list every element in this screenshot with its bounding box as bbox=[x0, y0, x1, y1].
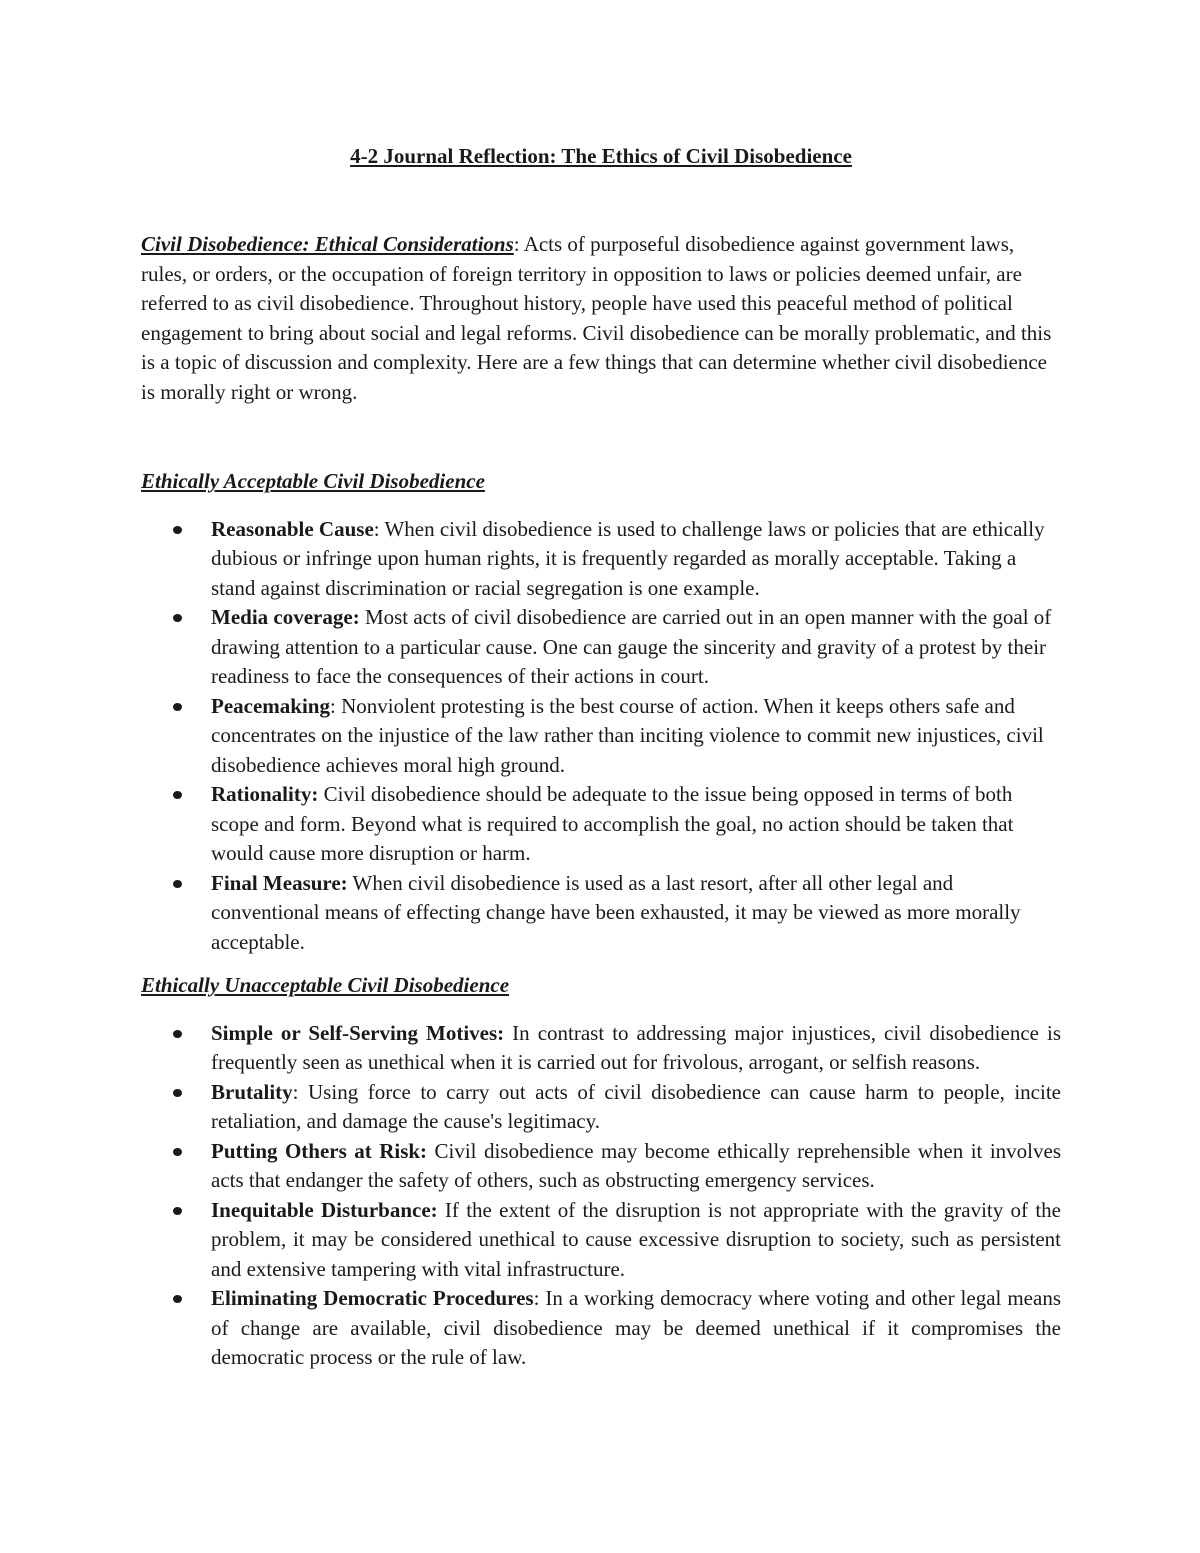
item-term: Inequitable Disturbance: bbox=[211, 1197, 438, 1222]
item-term: Media coverage: bbox=[211, 605, 360, 629]
item-text: When civil disobedience is used as a last resort, after all other legal and conventional means of effecting change have been exhausted, it may be viewed as more morally acceptable. bbox=[211, 870, 1021, 954]
item-text: In contrast to addressing major injustices, civil disobedience is frequently seen as unethical when it is carried out for frivolous, arrogant, or selfish reasons. bbox=[211, 1020, 1061, 1074]
item-text: Most acts of civil disobedience are carried out in an open manner with the goal of drawing attention to a particular cause. One can gauge the sincerity and gravity of a protest by their readiness to face the consequences of their actions in court. bbox=[211, 605, 1052, 688]
bullet-icon bbox=[173, 703, 182, 711]
intro-text: : Acts of purposeful disobedience against government laws, rules, or orders, or the occupation of foreign territory in opposition to laws or policies deemed unfair, are referred to as civil disobedience. Throughout history, people have used this peaceful method of political engagement to bring about social and legal reforms. Civil disobedience can be morally problematic, and this is a topic of discussion and complexity. Here are a few things that can determine whether civil disobedience is morally right or wrong. bbox=[141, 232, 1052, 404]
item-term: Eliminating Democratic Procedures bbox=[211, 1286, 534, 1310]
item-term: Brutality bbox=[211, 1079, 293, 1104]
intro-heading: Civil Disobedience: Ethical Considerations bbox=[141, 232, 514, 256]
item-text: : When civil disobedience is used to challenge laws or policies that are ethically dubious or infringe upon human rights, it is frequently regarded as morally acceptable. Taking a stand against discrimination or racial segregation is one example. bbox=[211, 516, 1045, 600]
bullet-icon bbox=[173, 1089, 182, 1097]
acceptable-list bbox=[141, 515, 1061, 958]
item-text: : Nonviolent protesting is the best course of action. When it keeps others safe and concentrates on the injustice of the law rather than inciting violence to commit new injustices, civil disobedience achieves moral high ground. bbox=[211, 693, 1044, 777]
list-item bbox=[211, 1137, 1061, 1196]
item-text: Civil disobedience should be adequate to the issue being opposed in terms of both scope and form. Beyond what is required to accomplish the goal, no action should be taken that would cause more disruption or harm. bbox=[211, 782, 1014, 865]
bullet-icon bbox=[173, 880, 182, 888]
bullet-icon bbox=[173, 791, 182, 799]
list-item bbox=[211, 1019, 1061, 1078]
list-item bbox=[211, 603, 1061, 692]
document-page bbox=[141, 138, 1061, 1373]
unacceptable-list bbox=[141, 1019, 1061, 1373]
item-term: Simple or Self-Serving Motives: bbox=[211, 1020, 505, 1045]
list-item bbox=[211, 1196, 1061, 1285]
unacceptable-heading: Ethically Unacceptable Civil Disobedience bbox=[141, 973, 510, 997]
document-title: 4-2 Journal Reflection: The Ethics of Civil Disobedience bbox=[350, 144, 852, 168]
item-term: Putting Others at Risk: bbox=[211, 1138, 428, 1163]
list-item bbox=[211, 780, 1061, 869]
item-term: Rationality: bbox=[211, 782, 319, 806]
bullet-icon bbox=[173, 526, 182, 534]
item-text: : In a working democracy where voting and other legal means of change are available, civil disobedience may be deemed unethical if it compromises the democratic process or the rule of law. bbox=[211, 1286, 1061, 1369]
bullet-icon bbox=[173, 1295, 182, 1303]
item-text: : Using force to carry out acts of civil disobedience can cause harm to people, incite retaliation, and damage the cause's legitimacy. bbox=[211, 1079, 1061, 1133]
item-text: If the extent of the disruption is not appropriate with the gravity of the problem, it may be considered unethical to cause excessive disruption to society, such as persistent and extensive tampering with vital infrastructure. bbox=[211, 1197, 1061, 1281]
item-term: Peacemaking bbox=[211, 693, 330, 718]
item-term: Final Measure: bbox=[211, 870, 348, 895]
bullet-icon bbox=[173, 1030, 182, 1038]
list-item bbox=[211, 1284, 1061, 1373]
acceptable-heading: Ethically Acceptable Civil Disobedience bbox=[141, 469, 485, 493]
intro-paragraph bbox=[141, 230, 1061, 407]
list-item bbox=[211, 1078, 1061, 1137]
item-text: Civil disobedience may become ethically reprehensible when it involves acts that endanger the safety of others, such as obstructing emergency services. bbox=[211, 1138, 1061, 1192]
bullet-icon bbox=[173, 1148, 182, 1156]
list-item bbox=[211, 869, 1061, 958]
bullet-icon bbox=[173, 1207, 182, 1215]
item-term: Reasonable Cause bbox=[211, 516, 374, 541]
list-item bbox=[211, 692, 1061, 781]
list-item bbox=[211, 515, 1061, 604]
bullet-icon bbox=[173, 614, 182, 622]
